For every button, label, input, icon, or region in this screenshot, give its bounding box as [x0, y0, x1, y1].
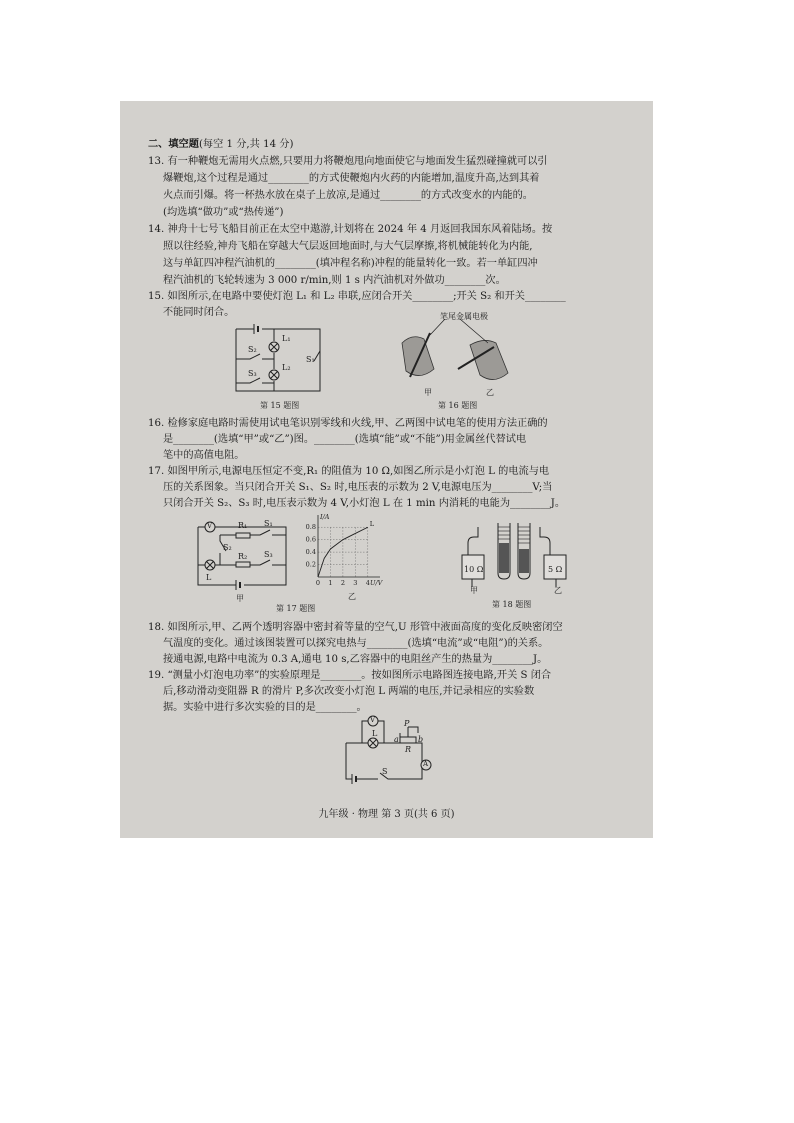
question-17-line: 17. 如图甲所示,电源电压恒定不变,R₁ 的阻值为 10 Ω,如图乙所示是小灯泡 L 的电流与电 [148, 466, 550, 477]
question-15-line: 不能同时闭合。 [163, 307, 235, 318]
y-axis-label: I/A [320, 513, 330, 521]
exam-page [120, 101, 653, 838]
question-13-line: 火点而引爆。将一杯热水放在桌子上放凉,是通过________的方式改变水的内能的。 [163, 190, 533, 201]
label-s3: S₃ [248, 369, 257, 378]
label-r1: R₁ [238, 521, 248, 530]
question-15-line: 15. 如图所示,在电路中要使灯泡 L₁ 和 L₂ 串联,应闭合开关________;开关 S₂ 和开关________ [148, 291, 566, 302]
label-yi: 乙 [486, 388, 494, 397]
label-r2: R₂ [238, 552, 248, 561]
label-s1: S₁ [306, 355, 315, 364]
label-jia: 甲 [470, 586, 478, 595]
ammeter-a: A [423, 760, 429, 768]
figure-18-apparatus [458, 513, 578, 593]
voltmeter-v: V [370, 716, 376, 724]
figure-15-caption: 第 15 题图 [260, 401, 300, 410]
label-s2: S₂ [223, 543, 232, 552]
question-19-line: 据。实验中进行多次实验的目的是________。 [163, 702, 367, 713]
label-b: b [418, 735, 424, 744]
label-s: S [382, 767, 388, 776]
question-13-line: 13. 有一种鞭炮无需用火点燃,只要用力将鞭炮甩向地面使它与地面发生猛烈碰撞就可以引 [148, 156, 548, 167]
label-l: L [372, 729, 378, 738]
question-16-line: 笔中的高值电阻。 [163, 450, 245, 461]
y-tick-label: 0.6 [305, 535, 316, 544]
label-yi: 乙 [554, 586, 562, 595]
question-19-line: 19. “测量小灯泡电功率”的实验原理是________。按如图所示电路图连接电路,开关 S 闭合 [148, 670, 552, 681]
label-l1: L₁ [282, 334, 291, 343]
label-yi: 乙 [348, 592, 356, 601]
x-tick-label: 3 [353, 579, 358, 587]
page-footer: 九年级 · 物理 第 3 页(共 6 页) [318, 809, 455, 820]
question-17-line: 只闭合开关 S₂、S₃ 时,电压表示数为 4 V,小灯泡 L 在 1 min 内消耗的电能为________J。 [163, 498, 566, 509]
question-18-line: 18. 如图所示,甲、乙两个透明容器中密封着等量的空气,U 形管中液面高度的变化反映密闭空 [148, 622, 563, 633]
section-heading: 二、填空题(每空 1 分,共 14 分) [148, 138, 294, 150]
figure-17-caption: 第 17 题图 [276, 604, 316, 613]
x-tick-label: 1 [328, 579, 333, 587]
question-16-line: 16. 检修家庭电路时需使用试电笔识别零线和火线,甲、乙两图中试电笔的使用方法正确的 [148, 418, 548, 429]
figure-16-caption: 第 16 题图 [438, 401, 478, 410]
label-l: L [206, 573, 212, 582]
question-18-line: 接通电源,电路中电流为 0.3 A,通电 10 s,乙容器中的电阻丝产生的热量为________J。 [163, 654, 548, 665]
question-14-line: 14. 神舟十七号飞船目前正在太空中遨游,计划将在 2024 年 4 月返回我国东风着陆场。按 [148, 224, 553, 235]
x-axis-label: U/V [370, 579, 383, 587]
question-19-line: 后,移动滑动变阻器 R 的滑片 P,多次改变小灯泡 L 两端的电压,并记录相应的实验数 [163, 686, 535, 697]
question-14-line: 这与单缸四冲程汽油机的________(填冲程名称)冲程的能量转化一致。若一单缸四冲 [163, 258, 538, 269]
x-tick-label: 4 [365, 579, 370, 587]
label-jia: 甲 [236, 594, 244, 603]
figure-18-caption: 第 18 题图 [492, 600, 532, 609]
series-label: L [369, 520, 375, 529]
figure-16-test-pens [390, 312, 520, 397]
y-tick-label: 0.2 [305, 560, 316, 569]
label-5-ohm: 5 Ω [548, 565, 563, 574]
question-17-line: 压的关系图象。当只闭合开关 S₁、S₂ 时,电压表的示数为 2 V,电源电压为________V;当 [163, 482, 553, 493]
voltmeter-v: V [207, 522, 213, 530]
label-p: P [404, 719, 410, 728]
question-16-line: 是________(选填“甲”或“乙”)图。________(选填“能”或“不能”)用金属丝代替试电 [163, 434, 527, 445]
x-tick-label: 2 [340, 579, 345, 587]
figure-17-circuit [190, 517, 290, 603]
label-l2: L₂ [282, 363, 291, 372]
label-s2: S₂ [248, 345, 257, 354]
label-s3: S₃ [264, 550, 273, 559]
label-jia: 甲 [424, 388, 432, 397]
question-14-line: 照以往经验,神舟飞船在穿越大气层返回地面时,与大气层摩擦,将机械能转化为内能, [163, 241, 533, 252]
pen-electrode-label: 笔尾金属电极 [440, 312, 488, 321]
y-tick-label: 0.8 [305, 523, 316, 532]
question-13-line: (均选填“做功”或“热传递”) [163, 207, 284, 218]
label-r: R [405, 745, 412, 754]
question-18-line: 气温度的变化。通过该图装置可以探究电热与________(选填“电流”或“电阻”)的关系。 [163, 638, 549, 649]
x-tick-label: 0 [315, 579, 321, 587]
y-tick-label: 0.4 [305, 548, 316, 557]
label-s1: S₁ [264, 519, 273, 528]
question-13-line: 爆鞭炮,这个过程是通过________的方式使鞭炮内火药的内能增加,温度升高,达到其着 [163, 173, 540, 184]
label-a: a [394, 735, 399, 744]
label-10-ohm: 10 Ω [464, 565, 484, 574]
figure-19-circuit [338, 713, 442, 787]
figure-15-circuit [228, 321, 328, 396]
question-14-line: 程汽油机的飞轮转速为 3 000 r/min,则 1 s 内汽油机对外做功________次。 [163, 275, 506, 286]
figure-17-iu-graph [300, 511, 392, 591]
